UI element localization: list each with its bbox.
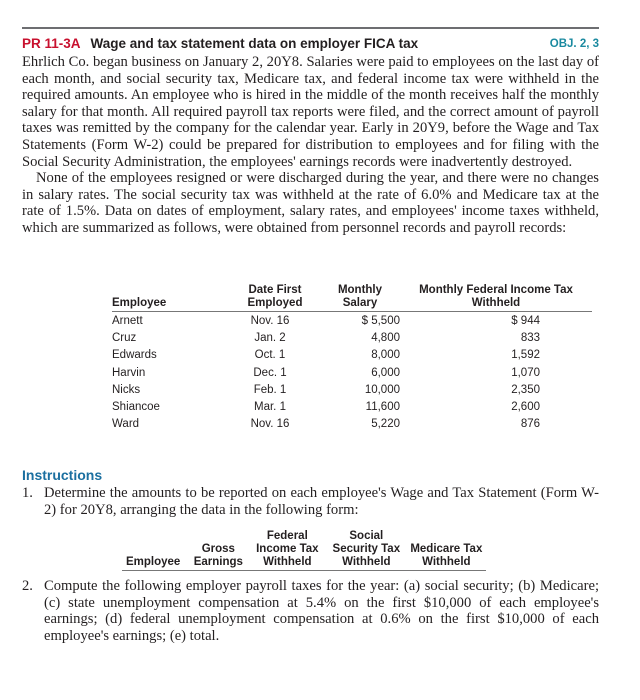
table-row (112, 416, 592, 433)
table-cell: 8,000 (371, 349, 400, 362)
table-row (112, 312, 592, 330)
table-cell: 4,800 (371, 331, 400, 344)
table-cell: Ward (112, 418, 140, 431)
table-cell: Shiancoe (112, 401, 160, 414)
col-header: Employee (112, 284, 230, 312)
table-cell: 833 (520, 331, 540, 344)
paragraph: None of the employees resigned or were discharged during the year, and there were no changes in salary rates. The social security tax was withheld at the rate of 6.0% and Medicare tax at the rate of 1.5%. Data on dates of employment, salary rates, and employees' income taxes withheld, which are summarized as follows, were obtained from personnel records and payroll records: (22, 170, 599, 236)
problem-description (22, 54, 599, 237)
table-cell: 2,600 (511, 401, 540, 414)
table-cell: $ 5,500 (361, 314, 400, 327)
instruction-item (22, 485, 599, 518)
table-cell: Feb. 1 (253, 383, 287, 396)
form-header: Employee (122, 530, 188, 571)
form-header: Medicare Tax Withheld (406, 530, 486, 571)
instructions-heading: Instructions (22, 467, 103, 483)
form-header: Federal Income Tax Withheld (248, 530, 326, 571)
table-cell: 11,600 (365, 401, 400, 414)
table-cell: Dec. 1 (253, 366, 287, 379)
col-header: Monthly Salary (320, 284, 400, 312)
form-header: Social Security Tax Withheld (326, 530, 406, 571)
table-cell: 1,592 (511, 349, 540, 362)
problem-number: PR 11-3A (22, 36, 81, 51)
table-row (112, 329, 592, 346)
item-number: 2. (22, 578, 33, 594)
item-text: Compute the following employer payroll taxes for the year: (a) social security; (b) Medicare; (c) state unemployment compensation at 5.4% on the first $10,000 of each employee's earnings; (d) federal unemployment compensation at 0.6% on the first $10,000 of each employee's earnings; (e) total. (44, 578, 599, 644)
table-cell: Cruz (112, 331, 137, 344)
table-cell: 10,000 (364, 383, 400, 396)
table-cell: Edwards (112, 349, 157, 362)
table-cell: Mar. 1 (254, 401, 286, 414)
instruction-item (22, 578, 599, 644)
table-cell: Oct. 1 (254, 349, 286, 362)
table-cell: 5,220 (371, 418, 400, 431)
form-header: Gross Earnings (188, 530, 248, 571)
table-cell: 876 (520, 418, 540, 431)
table-cell: Jan. 2 (254, 331, 286, 344)
table-row (112, 398, 592, 415)
table-cell: Arnett (112, 314, 143, 327)
paragraph: Ehrlich Co. began business on January 2, 20Y8. Salaries were paid to employees on the last day of each month, and social security tax, Medicare tax, and federal income tax were withheld in the required amounts. An employee who is hired in the middle of the month receives half the monthly salary for that month. All required payroll tax reports were filed, and the correct amount of payroll taxes was remitted by the company for the calendar year. Early in 20Y9, before the Wage and Tax Statements (Form W-2) could be prepared for distribution to employees and for filing with the Social Security Administration, the employees' earnings records were inadvertently destroyed. (22, 54, 599, 170)
problem-title: Wage and tax statement data on employer FICA tax (90, 36, 419, 51)
table-cell: 6,000 (371, 366, 400, 379)
item-text: Determine the amounts to be reported on each employee's Wage and Tax Statement (Form W-2) for 20Y8, arranging the data in the following form: (44, 485, 599, 518)
table-cell: Nov. 16 (250, 314, 290, 327)
col-header: Monthly Federal Income Tax Withheld (400, 284, 592, 312)
col-header: Date First Employed (230, 284, 320, 312)
problem-header (22, 36, 599, 51)
w2-form-table (122, 530, 486, 571)
table-cell: Nov. 16 (250, 418, 290, 431)
table-row (112, 364, 592, 381)
objectives: OBJ. 2, 3 (549, 38, 599, 50)
top-rule (22, 27, 599, 29)
employee-table (112, 284, 592, 433)
table-cell: $ 944 (511, 314, 540, 327)
item-number: 1. (22, 485, 33, 501)
table-row (112, 381, 592, 398)
table-cell: 2,350 (511, 383, 540, 396)
table-cell: Harvin (112, 366, 146, 379)
table-cell: Nicks (112, 383, 141, 396)
table-row (112, 347, 592, 364)
table-cell: 1,070 (511, 366, 540, 379)
